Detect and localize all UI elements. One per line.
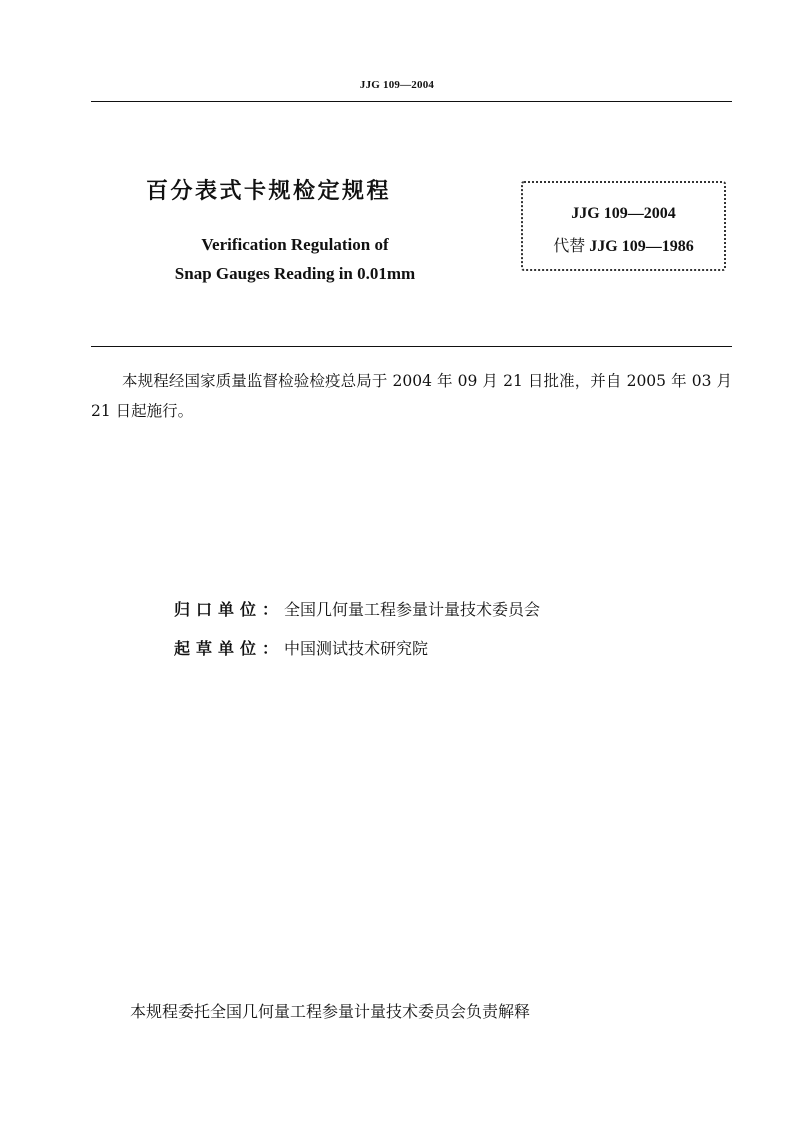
title-chinese: 百分表式卡规检定规程: [146, 179, 392, 204]
drafting-unit-row: [174, 636, 428, 659]
section-rule: [91, 346, 732, 347]
replaces-prefix: 代替: [553, 236, 586, 255]
standard-code: JJG 109—2004: [571, 205, 676, 222]
responsible-unit-value: 全国几何量工程参量计量技术委员会: [284, 600, 541, 619]
approval-statement: 本规程经国家质量监督检验检疫总局于 2004 年 09 月 21 日批准，并自 2005 年 03 月 21 日起施行。: [91, 372, 732, 420]
standard-code-box: [521, 181, 726, 271]
responsible-unit-label: 归口单位：: [174, 600, 285, 619]
replaces-line: [521, 233, 726, 256]
header-rule: [91, 101, 732, 102]
replaced-standard-code: JJG 109—1986: [589, 238, 694, 255]
title-english-line-1: Verification Regulation of: [201, 235, 389, 254]
header-standard-code: JJG 109—2004: [359, 79, 435, 91]
responsible-unit-row: [174, 597, 540, 620]
drafting-unit-value: 中国测试技术研究院: [284, 639, 429, 658]
interpretation-note: 本规程委托全国几何量工程参量计量技术委员会负责解释: [130, 1002, 531, 1021]
title-english-line-2: Snap Gauges Reading in 0.01mm: [174, 264, 416, 283]
drafting-unit-label: 起草单位：: [174, 639, 285, 658]
